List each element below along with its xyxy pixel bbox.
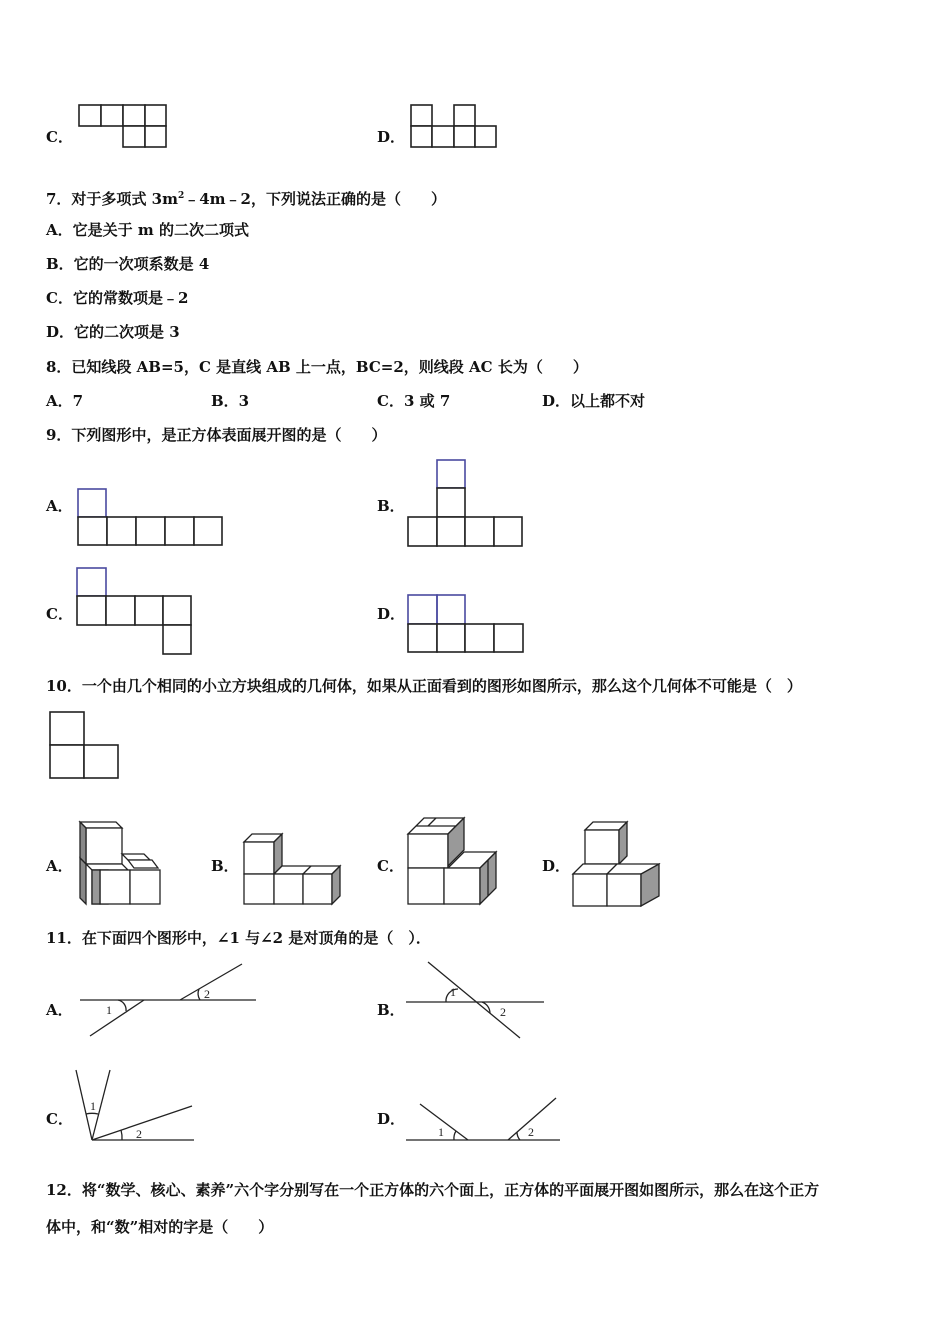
q7-stem: 7．对于多项式 $3m^2﹣4m﹣2$，下列说法正确的是（ ）	[46, 190, 446, 208]
q6-option-c-label: C．	[46, 128, 73, 146]
q6-option-d-figure	[410, 104, 500, 148]
q10-option-b-figure	[242, 832, 344, 908]
q11-b-angle2-label: 2	[500, 1005, 506, 1019]
q11-option-d-label: D．	[377, 1110, 406, 1128]
q7-option-d: D．它的二次项是 3	[46, 323, 180, 341]
q11-option-d-figure	[404, 1096, 564, 1144]
q8-option-d: D．以上都不对	[542, 392, 646, 410]
q12-stem-line2: 体中，和“数”相对的字是（ ）	[46, 1218, 274, 1236]
q10-option-a-figure	[78, 820, 164, 908]
q9-option-b-figure	[407, 459, 527, 551]
q11-d-angle2-label: 2	[528, 1125, 534, 1139]
q9-option-d-figure	[407, 594, 529, 656]
q10-option-b-label: B．	[211, 857, 239, 875]
q11-option-c-figure	[74, 1068, 198, 1144]
q8-option-a: A．7	[46, 392, 84, 410]
q10-option-a-label: A．	[46, 857, 73, 875]
q10-option-d-label: D．	[542, 857, 571, 875]
q11-option-b-figure	[404, 960, 548, 1042]
q7-option-a: A．它是关于 m 的二次二项式	[46, 221, 249, 239]
q11-stem: 11．在下面四个图形中，∠1 与∠2 是对顶角的是（ ）．	[46, 929, 431, 947]
q11-option-a-figure	[78, 962, 260, 1042]
q7-option-c: C．它的常数项是﹣2	[46, 289, 189, 307]
q6-option-c-figure	[78, 104, 168, 148]
q9-option-c-figure	[76, 567, 196, 659]
q9-option-c-label: C．	[46, 605, 73, 623]
q11-option-b-label: B．	[377, 1001, 405, 1019]
q6-option-d-label: D．	[377, 128, 406, 146]
q9-stem: 9．下列图形中，是正方体表面展开图的是（ ）	[46, 426, 387, 444]
q8-option-b: B．3	[211, 392, 250, 410]
q12-stem-line1: 12．将“数学、核心、素养”六个字分别写在一个正方体的六个面上，正方体的平面展开图如图所示，那么在这个正方	[46, 1181, 820, 1199]
q8-stem: 8．已知线段 AB=5，C 是直线 AB 上一点，BC=2，则线段 AC 长为（ ）	[46, 358, 588, 376]
q11-c-angle2-label: 2	[136, 1127, 142, 1141]
q11-d-angle1-label: 1	[438, 1125, 444, 1139]
q10-stem: 10．一个由几个相同的小立方块组成的几何体，如果从正面看到的图形如图所示，那么这个几何体不可能是（ ）	[46, 677, 802, 695]
q9-option-a-figure	[77, 488, 227, 550]
q10-option-c-figure	[406, 816, 498, 908]
q8-option-c: C．3 或 7	[377, 392, 451, 410]
q11-option-c-label: C．	[46, 1110, 73, 1128]
q10-option-d-figure	[571, 820, 663, 910]
q11-a-angle2-label: 2	[204, 987, 210, 1001]
q10-option-c-label: C．	[377, 857, 404, 875]
q9-option-d-label: D．	[377, 605, 406, 623]
q10-front-view-figure	[48, 710, 122, 782]
q11-option-a-label: A．	[46, 1001, 73, 1019]
q11-b-angle1-label: 1	[450, 985, 456, 999]
q9-option-a-label: A．	[46, 497, 73, 515]
q11-a-angle1-label: 1	[106, 1003, 112, 1017]
q9-option-b-label: B．	[377, 497, 405, 515]
q7-option-b: B．它的一次项系数是 4	[46, 255, 210, 273]
q11-c-angle1-label: 1	[90, 1099, 96, 1113]
